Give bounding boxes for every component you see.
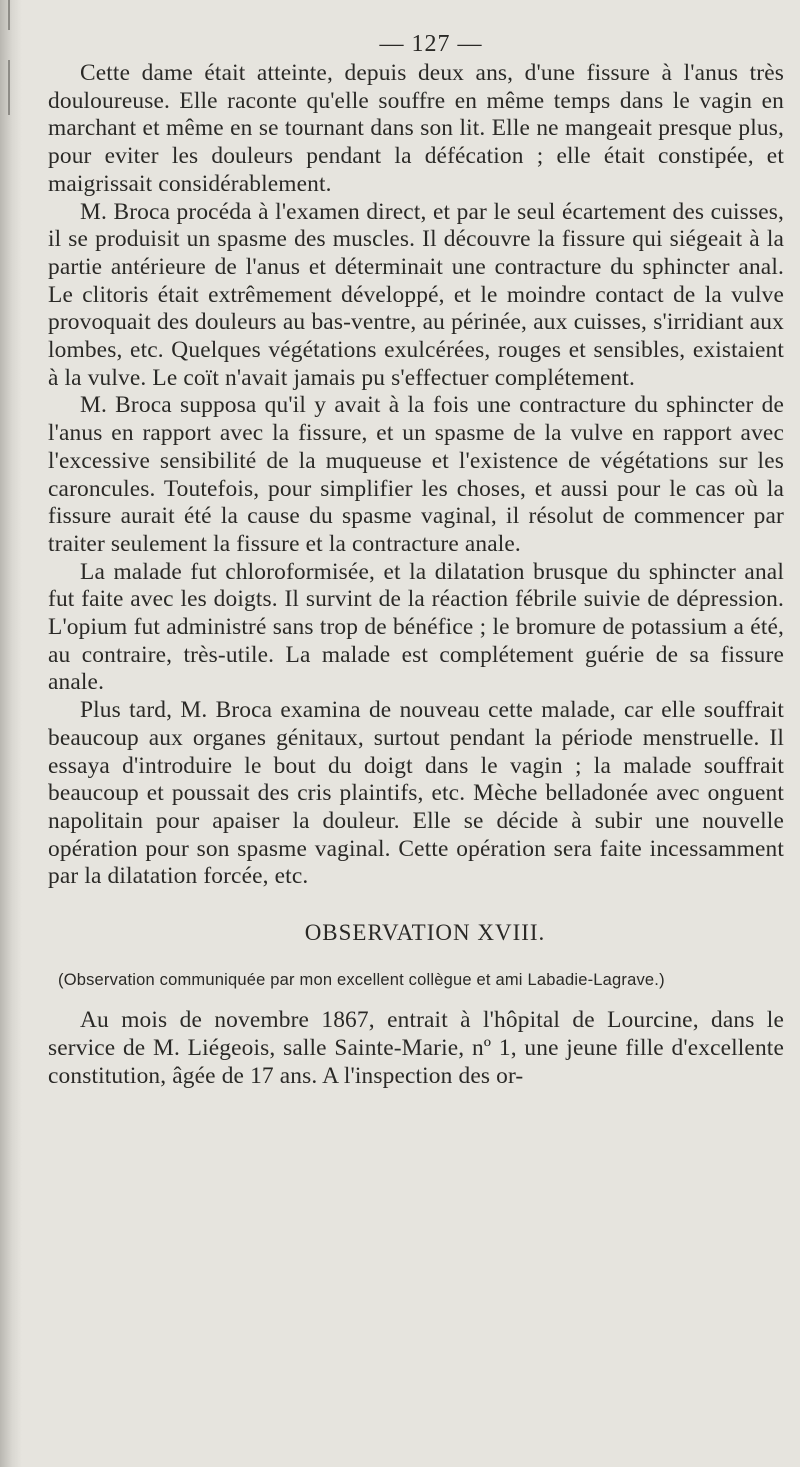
observation-attribution: (Observation communiquée par mon excellent collègue et ami Labadie-Lagrave.) xyxy=(58,971,665,990)
paragraph-4: La malade fut chloroformisée, et la dilatation brusque du sphincter anal fut faite avec les doigts. Il survint de la réaction fébrile suivie de dépression. L'opium fut administré sans trop de bénéfice ; le bromure de potassium a été, au contraire, très-utile. La malade est complétement guérie de sa fissure anale. xyxy=(48,558,784,696)
page-number: — 127 — xyxy=(379,31,483,57)
observation-title: OBSERVATION XVIII. xyxy=(304,920,546,946)
paragraph-1: Cette dame était atteinte, depuis deux ans, d'une fissure à l'anus très douloureuse. Elle raconte qu'elle souffre en même temps dans le vagin en marchant et même en se tournant dans son lit. Elle ne mangeait presque plus, pour eviter les douleurs pendant la défécation ; elle était constipée, et maigrissait considérablement. xyxy=(48,60,784,197)
page-gutter-shadow xyxy=(0,0,22,1467)
document-page xyxy=(48,28,784,1090)
paragraph-final: Au mois de novembre 1867, entrait à l'hôpital de Lourcine, dans le service de M. Liégeois, salle Sainte-Marie, nº 1, une jeune fille d'excellente constitution, âgée de 17 ans. A l'inspection des or- xyxy=(48,1007,784,1089)
page-edge-line xyxy=(8,0,10,30)
page-edge-line xyxy=(8,60,10,115)
paragraph-5: Plus tard, M. Broca examina de nouveau cette malade, car elle souffrait beaucoup aux organes génitaux, surtout pendant la période menstruelle. Il essaya d'introduire le bout du doigt dans le vagin ; la malade souffrait beaucoup et poussait des cris plaintifs, etc. Mèche belladonée avec onguent napolitain pour apaiser la douleur. Elle se décide à subir une nouvelle opération pour son spasme vaginal. Cette opération sera faite incessamment par la dilatation forcée, etc. xyxy=(48,697,784,890)
paragraph-2: M. Broca procéda à l'examen direct, et par le seul écartement des cuisses, il se produisit un spasme des muscles. Il découvre la fissure qui siégeait à la partie antérieure de l'anus et déterminait une contracture du sphincter anal. Le clitoris était extrêmement développé, et le moindre contact de la vulve provoquait des douleurs au bas-ventre, au périnée, aux cuisses, s'irridiant aux lombes, etc. Quelques végétations exulcérées, rouges et sensibles, existaient à la vulve. Le coït n'avait jamais pu s'effectuer complétement. xyxy=(48,198,784,391)
paragraph-3: M. Broca supposa qu'il y avait à la fois une contracture du sphincter de l'anus en rapport avec la fissure, et un spasme de la vulve en rapport avec l'excessive sensibilité de la muqueuse et l'existence de végétations sur les caroncules. Toutefois, pour simplifier les choses, et aussi pour le cas où la fissure aurait été la cause du spasme vaginal, il résolut de commencer par traiter seulement la fissure et la contracture anale. xyxy=(48,392,784,557)
